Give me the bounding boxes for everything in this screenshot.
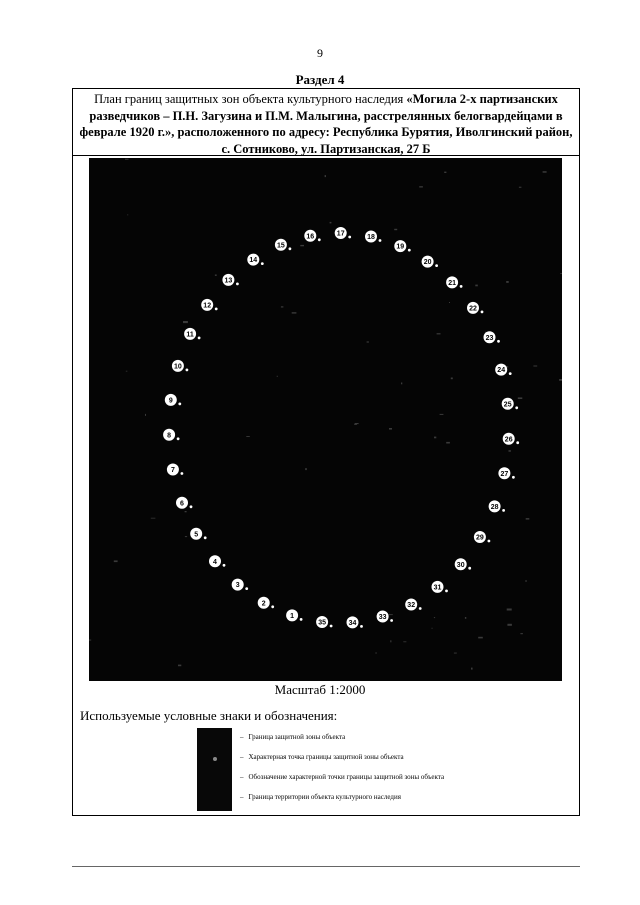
boundary-point-dot-17 — [348, 236, 351, 239]
scan-speck — [354, 424, 357, 425]
boundary-point-dot-25 — [515, 406, 518, 409]
boundary-point-dot-7 — [181, 472, 184, 475]
scan-speck — [375, 653, 377, 654]
scan-speck — [367, 341, 369, 342]
scan-speck — [533, 366, 537, 367]
boundary-point-dot-20 — [435, 264, 438, 267]
scan-speck — [560, 273, 562, 274]
boundary-point-dot-16 — [318, 238, 321, 241]
boundary-point-label-28: 28 — [490, 504, 499, 511]
boundary-point-dot-2 — [271, 605, 274, 608]
scan-speck — [509, 450, 511, 452]
boundary-point-label-19: 19 — [396, 243, 405, 251]
scan-speck — [183, 321, 188, 323]
scan-speck — [215, 275, 217, 276]
scan-speck — [185, 536, 187, 537]
boundary-point-label-29: 29 — [476, 534, 484, 542]
boundary-point-dot-13 — [236, 283, 239, 286]
boundary-point-label-8: 8 — [167, 432, 172, 440]
scan-speck — [507, 624, 512, 626]
boundary-point-label-6: 6 — [180, 500, 184, 508]
boundary-point-dot-19 — [408, 249, 411, 252]
site-plan-map — [89, 158, 562, 681]
scan-speck — [114, 560, 118, 562]
scan-speck — [330, 222, 332, 224]
scan-speck — [300, 245, 304, 246]
boundary-point-dot-6 — [190, 505, 193, 508]
boundary-point-dot-5 — [204, 536, 207, 539]
boundary-point-dot-9 — [178, 403, 181, 406]
legend-item-boundary-point: – Характерная точка границы защитной зоны объекта — [240, 753, 404, 762]
boundary-point-label-13: 13 — [224, 277, 233, 285]
boundary-point-dot-27 — [512, 476, 515, 479]
boundary-point-dot-15 — [289, 247, 292, 250]
boundary-point-label-7: 7 — [170, 467, 175, 475]
legend-item-protection-zone-boundary: – Граница защитной зоны объекта — [240, 733, 345, 742]
scan-speck — [388, 614, 393, 615]
boundary-point-label-25: 25 — [503, 401, 512, 409]
boundary-point-label-35: 35 — [318, 619, 326, 627]
boundary-point-label-20: 20 — [423, 259, 432, 267]
scan-speck — [434, 437, 436, 439]
map-scale: Масштаб 1:2000 — [274, 682, 366, 697]
boundary-point-label-11: 11 — [186, 331, 194, 339]
scan-speck — [444, 172, 446, 173]
section-title: Раздел 4 — [295, 72, 345, 87]
scan-speck — [145, 414, 146, 416]
boundary-point-dot-10 — [186, 369, 189, 372]
scan-speck — [434, 617, 435, 618]
boundary-point-dot-30 — [468, 567, 471, 570]
scan-speck — [126, 371, 128, 372]
boundary-point-label-10: 10 — [174, 363, 182, 371]
boundary-point-label-3: 3 — [235, 582, 240, 590]
boundary-point-label-14: 14 — [249, 257, 258, 265]
boundary-point-label-5: 5 — [194, 531, 199, 539]
boundary-point-label-17: 17 — [336, 230, 345, 238]
boundary-point-label-27: 27 — [500, 470, 509, 478]
scan-speck — [526, 518, 530, 520]
scan-speck — [127, 215, 128, 216]
boundary-point-label-15: 15 — [277, 242, 285, 250]
scan-speck — [478, 637, 483, 639]
scan-speck — [394, 229, 397, 230]
legend-item-point-designation: – Обозначение характерной точки границы защитной зоны объекта — [240, 773, 444, 782]
boundary-point-dot-24 — [509, 372, 512, 375]
site-plan-map-svg — [89, 158, 562, 681]
page-number: 9 — [317, 46, 323, 60]
scan-speck — [440, 414, 444, 415]
boundary-point-dot-1 — [300, 618, 303, 621]
boundary-point-dot-33 — [390, 619, 393, 622]
boundary-point-dot-26 — [516, 441, 519, 444]
scan-speck — [465, 617, 466, 619]
scan-speck — [518, 397, 523, 399]
boundary-point-label-4: 4 — [213, 558, 217, 566]
boundary-point-label-34: 34 — [348, 620, 357, 627]
title-divider — [72, 155, 580, 156]
scan-speck — [454, 653, 457, 654]
boundary-point-label-32: 32 — [407, 602, 416, 610]
boundary-point-label-26: 26 — [504, 436, 513, 444]
scan-speck — [125, 159, 129, 160]
boundary-point-dot-21 — [460, 285, 463, 288]
boundary-point-label-24: 24 — [497, 367, 506, 375]
boundary-point-label-31: 31 — [433, 584, 442, 592]
plan-title — [76, 91, 576, 157]
plan-title-object: «Могила 2-х партизанских разведчиков – П.Н. Загузина и П.М. Малыгина, расстрелянных белогвардейцами в феврале 1920 г.», расположенного по адресу: Республика Бурятия, Иволгинский район, с. Сотниково, ул. Партизанская, 27 Б — [79, 92, 573, 156]
scan-speck — [305, 468, 307, 470]
scan-speck — [389, 428, 392, 430]
scan-speck — [475, 285, 478, 287]
boundary-point-dot-28 — [502, 509, 505, 512]
boundary-point-label-33: 33 — [378, 614, 387, 622]
boundary-point-label-9: 9 — [168, 397, 173, 405]
boundary-point-dot-3 — [245, 587, 248, 590]
boundary-point-label-16: 16 — [306, 233, 315, 241]
boundary-point-label-12: 12 — [203, 302, 212, 310]
boundary-point-dot-29 — [488, 540, 491, 543]
scan-speck — [277, 376, 278, 377]
scan-speck — [292, 312, 297, 313]
scan-speck — [437, 333, 441, 334]
scan-speck — [519, 187, 522, 188]
scan-speck — [325, 175, 326, 177]
scan-speck — [185, 511, 187, 512]
legend-heading: Используемые условные знаки и обозначения: — [80, 708, 338, 723]
scan-speck — [89, 640, 91, 641]
boundary-point-label-1: 1 — [290, 613, 295, 620]
boundary-point-dot-11 — [198, 337, 201, 340]
boundary-point-dot-12 — [215, 308, 218, 311]
boundary-point-dot-18 — [379, 239, 382, 242]
boundary-point-label-21: 21 — [448, 280, 456, 287]
legend-point-symbol — [213, 757, 217, 761]
scan-speck — [419, 186, 423, 187]
scan-speck — [506, 281, 509, 283]
boundary-point-dot-32 — [419, 607, 422, 610]
scan-speck — [449, 302, 450, 303]
scan-speck — [281, 306, 284, 307]
boundary-point-label-18: 18 — [367, 234, 375, 242]
boundary-point-dot-23 — [497, 340, 500, 343]
scan-speck — [151, 518, 156, 519]
legend-swatch — [197, 728, 232, 811]
scan-speck — [355, 423, 359, 424]
scan-speck — [451, 378, 453, 380]
boundary-point-dot-14 — [261, 262, 264, 265]
legend-item-heritage-territory-boundary: – Граница территории объекта культурного наследия — [240, 793, 401, 802]
boundary-point-label-2: 2 — [261, 600, 266, 608]
boundary-point-dot-8 — [177, 437, 180, 440]
boundary-point-label-23: 23 — [485, 334, 494, 342]
scan-speck — [543, 171, 547, 173]
scan-speck — [559, 379, 562, 381]
boundary-point-dot-34 — [360, 625, 363, 628]
boundary-point-dot-31 — [445, 590, 448, 593]
boundary-point-dot-35 — [330, 625, 333, 628]
boundary-point-dot-4 — [223, 564, 226, 567]
scan-speck — [520, 633, 523, 634]
scan-speck — [390, 640, 391, 642]
boundary-point-label-22: 22 — [469, 305, 477, 313]
scan-speck — [401, 383, 402, 385]
scan-speck — [246, 436, 250, 437]
boundary-point-label-30: 30 — [456, 561, 465, 569]
scan-speck — [178, 665, 181, 667]
scan-speck — [446, 442, 450, 444]
footer-divider — [72, 866, 580, 867]
scan-speck — [432, 628, 433, 629]
scan-speck — [471, 668, 473, 670]
scan-speck — [403, 641, 406, 642]
boundary-point-dot-22 — [481, 311, 484, 314]
plan-title-lead: План границ защитных зон объекта культурного наследия — [94, 92, 404, 106]
scan-speck — [507, 609, 512, 611]
scan-speck — [525, 580, 527, 581]
